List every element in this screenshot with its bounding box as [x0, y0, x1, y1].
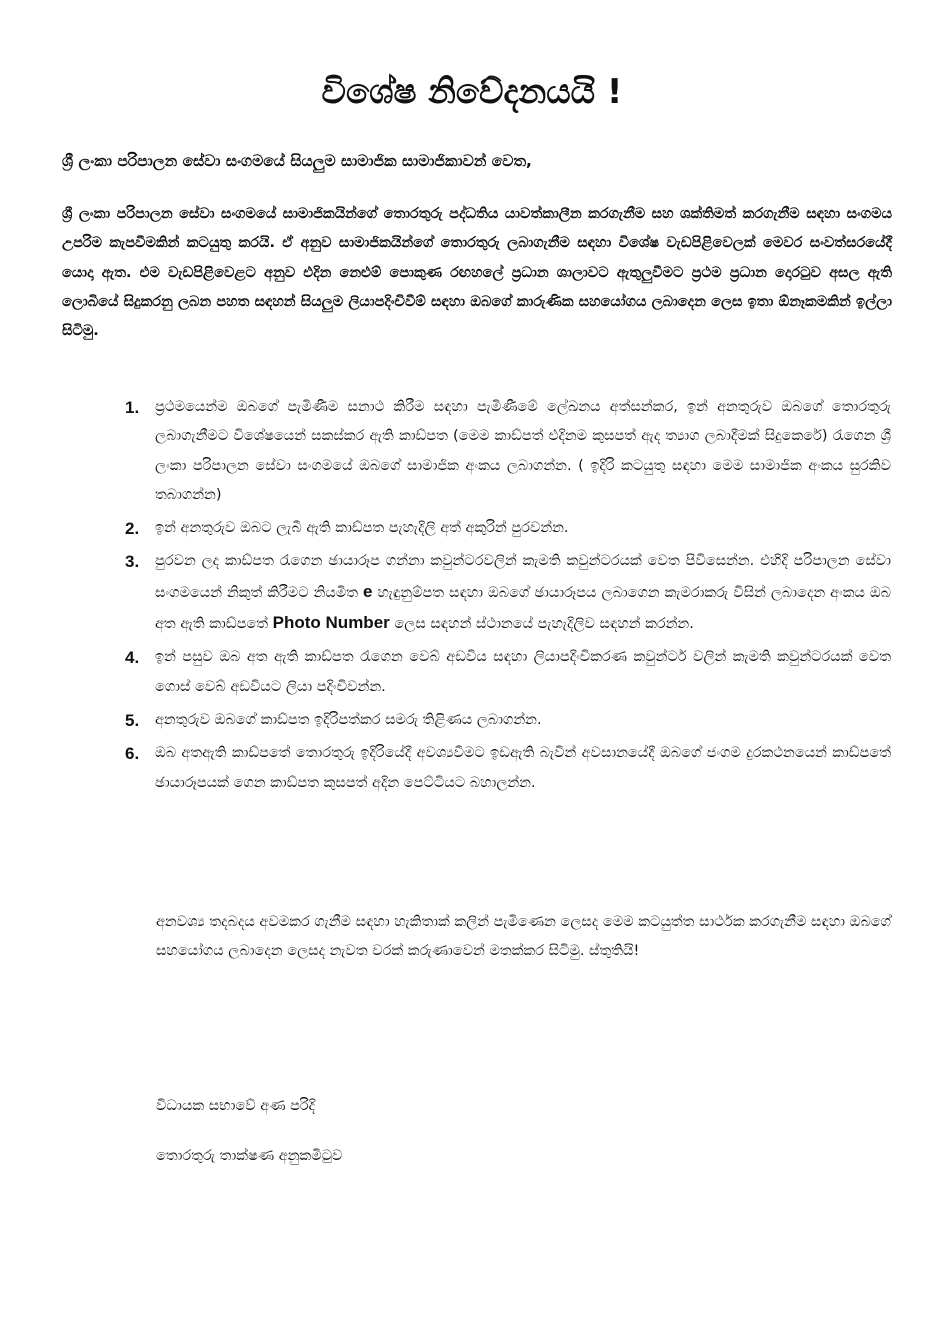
intro-paragraph: ශ්‍රී ලංකා පරිපාලන සේවා සංගමයේ සාමාජිකයින්ගේ තොරතුරු පද්ධතිය යාවත්කාලීන කරගැනීම සහ ශක්තිමත් කරගැනීම සඳහා සංගමය උපරිම කැපවීමකින් කටයුතු කරයි. ඒ අනුව සාමාජිකයින්ගේ තොරතුරු ලබාගැනීම සඳහා විශේෂ වැඩපිළිවෙලක් මෙවර සංවත්සරයේදී යොදා ඇත. එම වැඩපිළිවෙළට අනුව එදින නෙළුම් පොකුණ රඟහලේ ප්‍රධාන ශාලාවට ඇතුලුවීමට ප්‍රථම ප්‍රධාන දොරටුව අසල ඇති ලොබියේ සිදුකරනු ලබන පහත සඳහන් සියලුම ලියාපදිංචිවීම් සඳහා ඔබගේ කාරුණික සහයෝගය ලබාදෙන ලෙස ඉතා ඕනෑකමකින් ඉල්ලා සිටිමු.: [62, 206, 892, 340]
step-text-part: ලෙස සඳහන් ස්ථානයේ පැහැදිලිව සඳහන් කරන්න.: [394, 616, 694, 633]
step-text: අනතුරුව ඔබගේ කාඩ්පත ඉදිරිපත්කර සමරු තිළිණය ලබාගන්න.: [155, 711, 542, 728]
step-text: [155, 547, 891, 639]
step-number: 2.: [125, 519, 140, 539]
step-text: ඉන් පසුව ඔබ අත ඇති කාඩ්පත රැගෙන වෙබ් අඩවිය සඳහා ලියාපදිංචිකරණ කවුන්ටර් වලින් කැමති කවුන්ටරයක් වෙත ගොස් වෙබ් අඩවියට ලියා පදිංචිවන්න.: [155, 649, 891, 695]
list-item: [125, 547, 891, 639]
step-text: ප්‍රථමයෙන්ම ඔබගේ පැමිණීම සනාථ කිරීම සඳහා පැමිණීමේ ලේඛනය අත්සන්කර, ඉන් අනතුරුව ඔබගේ තොරතුරු ලබාගැනීමට විශේෂයෙන් සකස්කර ඇති කාඩ්පත (මෙම කාඩ්පත් එදිනම කුසපත් ඇද ත්‍යාග ලබාදීමක් සිදුකෙරේ) රැගෙන ශ්‍රී ලංකා පරිපාලන සේවා සංගමයේ ඔබගේ සාමාජික අංකය ලබාගන්න. ( ඉදිරි කටයුතු සඳහා මෙම සාමාජික අංකය සුරකිව තබාගන්න): [155, 399, 891, 503]
step-text-part: පුරවන ලද කාඩ්පත රැගෙන ඡායාරූප ගන්නා කවුන්ටරවලින් කැමති කවුන්ටරයක් වෙත පිවිසෙන්න. එහිදි පරිපාලන සේවා සංගමයෙන් නිකුත් කිරීමට නියමිත: [155, 553, 891, 601]
list-item: [125, 514, 891, 543]
step-number: 4.: [125, 648, 140, 668]
list-item: [125, 739, 891, 798]
salutation: ශ්‍රී ලංකා පරිපාලන සේවා සංගමයේ සියලුම සාමාජික සාමාජිකාවන් වෙත,: [62, 152, 532, 170]
list-item: [125, 643, 891, 702]
step-number: 5.: [125, 710, 140, 730]
closing-paragraph: අනවශ්‍ය තදබදය අවමකර ගැනීම සඳහා හැකිතාක් කලින් පැමිණෙන ලෙසද මෙම කටයුත්ත සාර්ථක කරගැනීම සඳහා ඔබගේ සහයෝගය ලබාදෙන ලෙසද නැවත වරක් කරුණාවෙන් මතක්කර සිටිමු. ස්තුතියි!: [156, 914, 891, 960]
page-title: විශේෂ නිවේදනයයි !: [321, 72, 623, 112]
signature-authority: විධායක සභාවේ අණ පරිදි: [156, 1098, 316, 1114]
step-text: ඔබ අතඇති කාඩ්පතේ තොරතුරු ඉදිරියේදී අවශ්‍යවීමට ඉඩඇති බැවින් අවසානයේදී ඔබගේ ජංගම දුරකථනයෙන් කාඩ්පතේ ඡායාරූපයක් ගෙන කාඩ්පත කුසපත් අදින පෙට්ටියට බහාලන්න.: [155, 745, 891, 791]
list-item: [125, 393, 891, 510]
step-number: 6.: [125, 744, 140, 764]
step-text-part: හැඳුනුම්පත සඳහා ඔබගේ ඡායාරූපය ලබාගෙන කැමරාකරු විසින් ලබාදෙන අංකය ඔබ අත ඇති කාඩ්පතේ: [155, 584, 892, 633]
step-text: ඉන් අනතුරුව ඔබට ලැබී ඇති කාඩ්පත පැහැදිලි අත් අකුරින් පුරවන්න.: [155, 520, 569, 537]
photo-number-label: Photo Number: [272, 613, 390, 633]
step-number: 1.: [125, 398, 140, 417]
list-item: [125, 706, 891, 735]
e-label: e: [362, 581, 373, 601]
instruction-list: [125, 393, 891, 802]
step-number: 3.: [125, 552, 140, 572]
signature-committee: තොරතුරු තාක්ෂණ අනුකමිටුව: [156, 1148, 343, 1164]
